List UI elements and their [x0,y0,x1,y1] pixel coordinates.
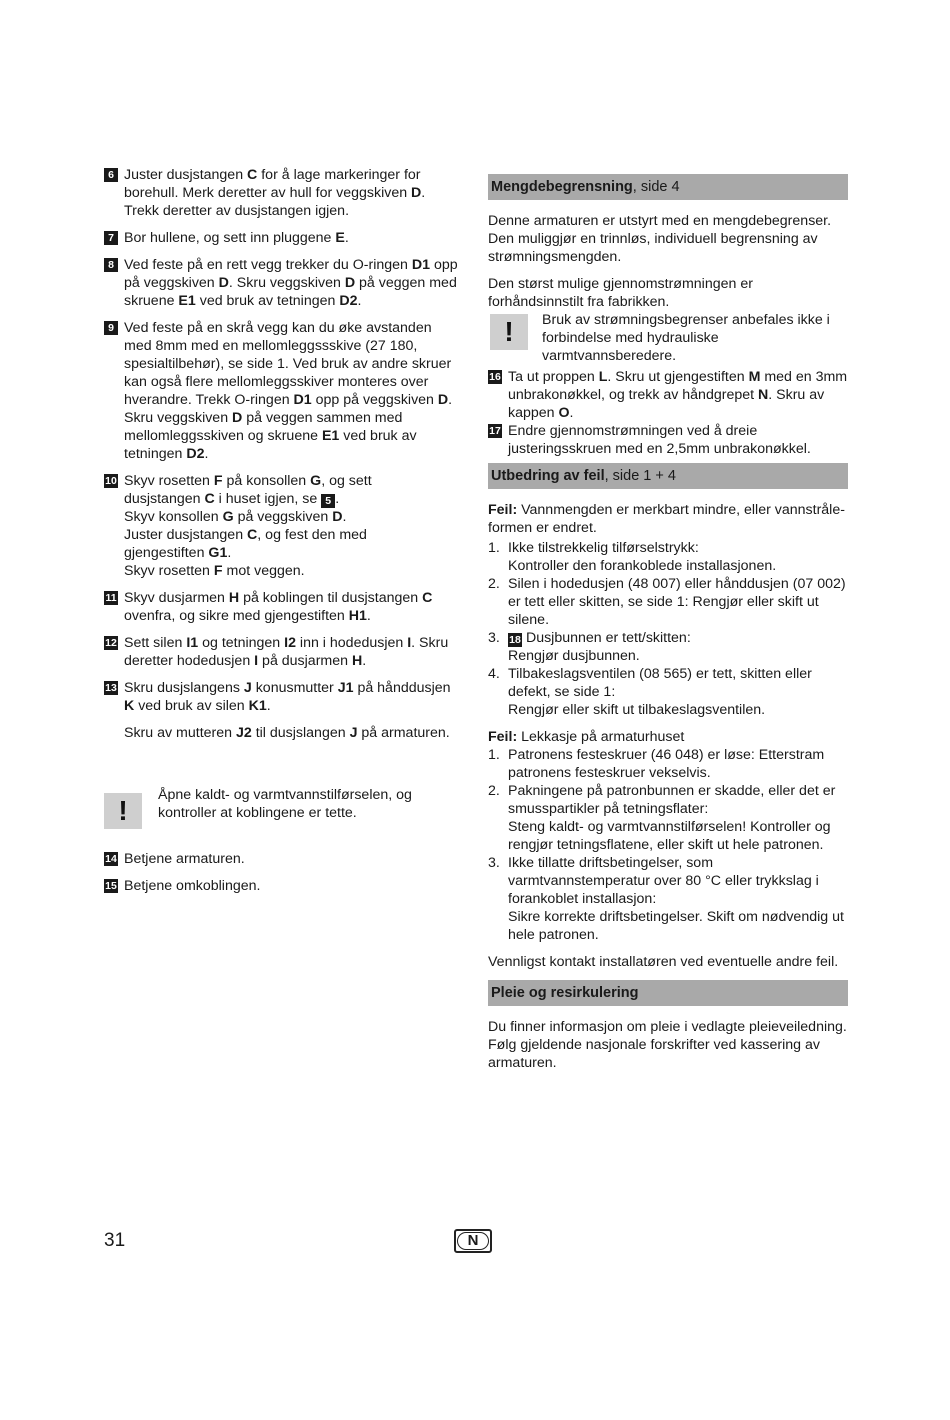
warning-text: Åpne kaldt- og varmtvannstilførselen, og kontroller at koblingene er tette. [158,787,412,821]
section-heading-flow-limiter: Mengdebegrensning, side 4 [488,174,848,200]
step-17: 17 Endre gjennomstrømningen ved å dreie justeringsskruen med en 2,5mm unbrakonøkkel. [489,423,811,457]
step-number: 7 [104,231,118,245]
fault-list-2 [488,746,848,944]
list-item: 4. Tilbakeslagsventilen (08 565) er tett, skitten eller defekt, se side 1: Rengjør eller skift ut tilbakeslagsventilen. [488,666,812,718]
step-number: 9 [104,321,118,335]
fault-description: Feil: Lekkasje på armaturhuset [488,729,685,745]
step-number: 8 [104,258,118,272]
step-13: 13 Skru dusjslangens J konusmutter J1 på hånddusjen K ved bruk av silen K1. [105,680,451,714]
step-number: 13 [105,682,117,694]
step-13-note: Skru av mutteren J2 til dusjslangen J på armaturen. [124,725,450,741]
paragraph: Den størst mulige gjennomstrømningen er forhåndsinnstilt fra fabrikken. [488,276,753,310]
step-number: 17 [489,425,501,437]
step-number: 10 [105,475,117,487]
section-heading-care: Pleie og resirkulering [488,980,848,1006]
section-heading-troubleshooting: Utbedring av feil, side 1 + 4 [488,463,848,489]
step-number: 14 [105,853,117,865]
step-8: 8 Ved feste på en rett vegg trekker du O-ringen D1 opp på veggskiven D. Skru veggskiven D på veggen med skruene E1 ved bruk av tetningen D2. [104,256,466,310]
step-number: 12 [105,637,117,649]
language-code: N [457,1232,489,1250]
warning-note [104,768,466,838]
paragraph: Denne armaturen er utstyrt med en mengdebegrenser. Den muliggjør en trinnløs, individuell begrensning av strømningsmengden. [488,213,832,265]
step-14: 14 Betjene armaturen. [105,851,245,867]
step-9: 9 Ved feste på en skrå vegg kan du øke avstanden med 8mm med en mellomleggssskive (27 180, spesialtilbehør), se side 1. Ved bruk av andre skruer kan også flere mellomleggsskiver monteres over hverandre. Trekk O-ringen D1 opp på veggskiven D. Skru veggskiven D på veggen sammen med mellomleggsskiven og skruene E1 ved bruk av tetningen D2. [104,319,466,463]
step-number: 15 [105,880,117,892]
warning-icon: ! [104,793,142,829]
language-badge [454,1229,492,1253]
right-column [488,174,848,1081]
list-item: 3. Ikke tillatte driftsbetingelser, som varmtvannstemperatur over 80 °C eller trykkslag i forankoblet installasjon: Sikre korrekte driftsbetingelser. Skift om nødvendig ut hele patronen. [488,855,844,943]
figure-ref: 18 [509,634,521,646]
paragraph: Du finner informasjon om pleie i vedlagte pleieveiledning. Følg gjeldende nasjonale forskrifter ved kassering av armaturen. [488,1019,847,1071]
step-number: 16 [489,371,501,383]
list-item: 2. Silen i hodedusjen (48 007) eller hånddusjen (07 002) er tett eller skitten, se side 1: Rengjør eller skift ut silene. [488,576,846,628]
warning-icon: ! [490,314,528,350]
step-number: 11 [105,592,117,604]
step-12: 12 Sett silen I1 og tetningen I2 inn i hodedusjen I. Skru deretter hodedusjen I på dusjarmen H. [105,635,449,669]
step-10: 10 Skyv rosetten F på konsollen G, og sett dusjstangen C i huset igjen, se 5 . Skyv konsollen G på veggskiven D. Juster dusjstangen C, og fest den med gjengestiften G1. Skyv rosetten F mot veggen. [105,473,372,579]
list-item: 3. 18 Dusjbunnen er tett/skitten: Rengjør dusjbunnen. [488,630,691,664]
warning-note: ! Bruk av strømningsbegrenser anbefales ikke i forbindelse med hydrauliske varmtvannsberedere. [488,311,848,365]
list-item: 2. Pakningene på patronbunnen er skadde, eller det er smusspartikler på tetningsflater: Steng kaldt- og varmtvannstilførselen! Kontroller og rengjør tetningsflatene, eller skift ut hele patronen. [488,783,836,853]
page-number: 31 [104,1230,126,1251]
step-16: 16 Ta ut proppen L. Skru ut gjengestiften M med en 3mm unbrakonøkkel, og trekk av håndgrepet N. Skru av kappen O. [489,369,848,421]
fault-list-1 [488,539,848,719]
list-item: 1. Ikke tilstrekkelig tilførselstrykk: Kontroller den forankoblede installasjonen. [488,540,777,574]
step-11: 11 Skyv dusjarmen H på koblingen til dusjstangen C ovenfra, og sikre med gjengestiften H1. [105,590,433,624]
list-item: 1. Patronens festeskruer (46 048) er løse: Etterstram patronens festeskruer vekselvis. [488,747,825,781]
figure-ref: 5 [321,494,335,508]
step-number: 6 [104,168,118,182]
step-6: 6 Juster dusjstangen C for å lage markeringer for borehull. Merk deretter av hull for veggskiven D. Trekk deretter av dusjstangen igjen. [104,166,466,220]
step-7: 7 Bor hullene, og sett inn pluggene E. [104,229,466,247]
left-column [104,166,466,904]
step-15: 15 Betjene omkoblingen. [105,878,261,894]
fault-description: Feil: Vannmengden er merkbart mindre, eller vannstråle- formen er endret. [488,502,845,536]
contact-note: Vennligst kontakt installatøren ved eventuelle andre feil. [488,954,839,970]
